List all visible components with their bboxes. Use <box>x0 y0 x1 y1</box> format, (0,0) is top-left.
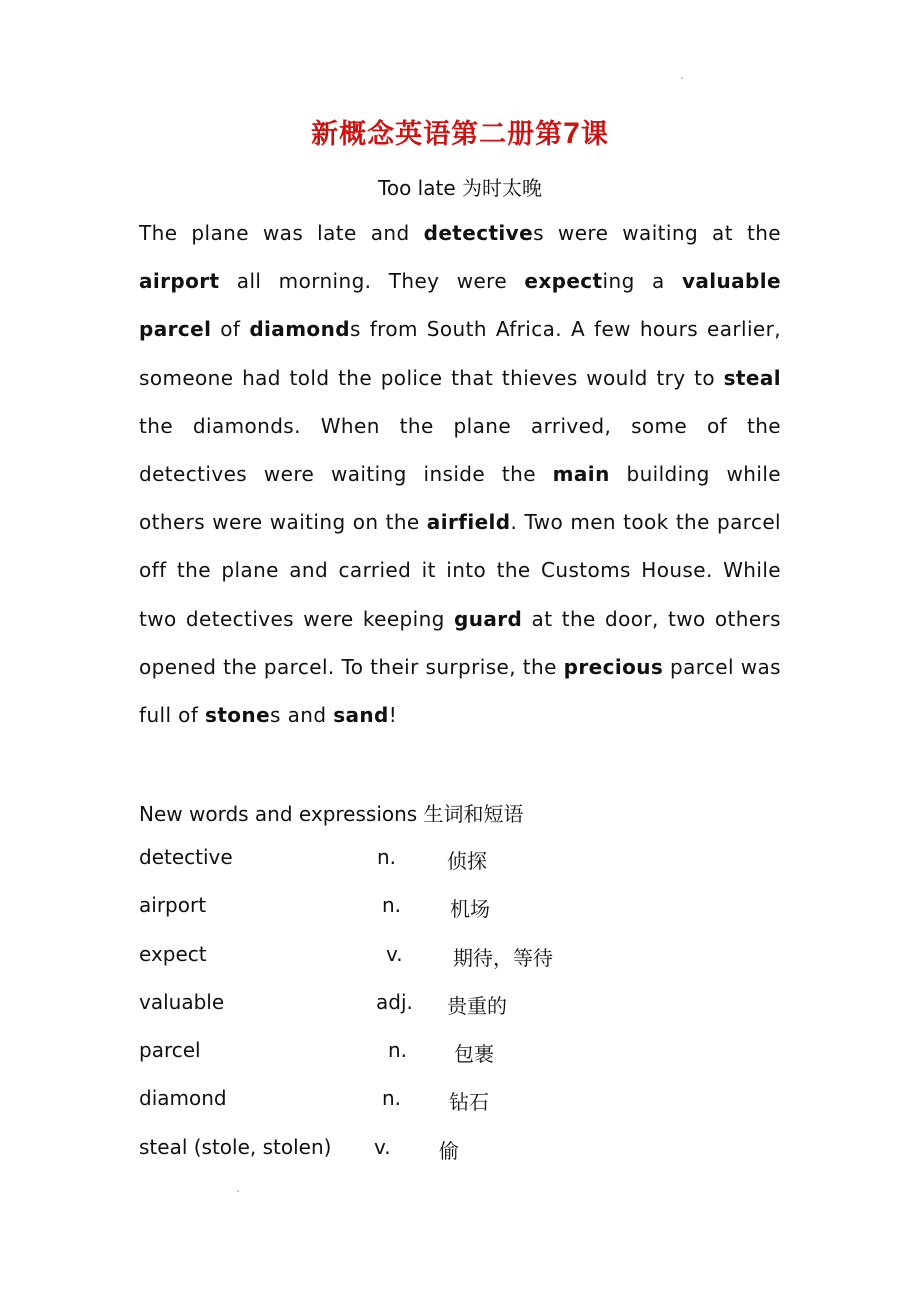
vocab-word: airport <box>139 893 207 918</box>
vocab-meaning: 贵重的 <box>447 993 507 1018</box>
passage-text: parcel was full of <box>139 654 781 728</box>
vocab-term: steal <box>723 365 781 390</box>
vocab-term: detective <box>423 221 534 245</box>
vocab-meaning: 期待，等待 <box>453 945 553 970</box>
vocab-term: main <box>552 462 610 487</box>
lesson-subtitle: Too late 为时太晚 <box>378 176 542 200</box>
vocab-meaning: 侦探 <box>447 849 487 873</box>
vocab-word: expect <box>139 941 207 966</box>
vocab-term: airport <box>139 269 220 294</box>
vocab-part-of-speech: v. <box>386 941 403 966</box>
vocab-row <box>139 886 699 934</box>
vocab-meaning: 钻石 <box>449 1090 489 1115</box>
vocab-term: expect <box>524 269 603 294</box>
passage-text: s and <box>270 703 334 728</box>
vocab-row <box>139 935 699 983</box>
vocab-part-of-speech: n. <box>382 893 402 918</box>
passage-text: all morning. They were <box>219 269 525 294</box>
passage-text: ing a <box>602 269 682 294</box>
corner-mark <box>237 1190 239 1192</box>
vocab-list <box>139 838 699 1176</box>
vocab-term: airfield <box>426 510 511 535</box>
title-prefix: 新概念英语第二册第 <box>311 119 564 150</box>
vocab-word: steal (stole, stolen) <box>139 1134 332 1159</box>
vocab-row <box>139 838 699 886</box>
passage-text: the diamonds. When the plane arrived, some of the detectives were waiting inside the <box>139 413 781 487</box>
vocab-row <box>139 983 699 1031</box>
corner-mark <box>681 77 683 79</box>
passage-text: at the door, two others opened the parcel. To their surprise, the <box>139 606 781 679</box>
vocab-row <box>139 1128 699 1176</box>
vocab-word: diamond <box>139 1086 227 1111</box>
passage-text: of <box>211 317 250 342</box>
vocab-term: precious <box>563 654 664 679</box>
vocab-term: valuable parcel <box>139 269 781 342</box>
title-suffix: 课 <box>580 119 609 150</box>
vocab-word: parcel <box>139 1038 201 1063</box>
vocab-meaning: 包裹 <box>454 1042 494 1067</box>
vocab-word: detective <box>139 845 233 869</box>
passage-text: s from South Africa. A few hours earlier, someone had told the police that thieves would try to <box>139 317 781 390</box>
lesson-passage <box>139 209 781 739</box>
vocab-meaning: 机场 <box>450 897 490 922</box>
passage-text: The plane was late and <box>139 221 424 245</box>
vocab-term: sand <box>333 703 389 728</box>
vocab-meaning: 偷 <box>439 1138 459 1163</box>
vocab-part-of-speech: n. <box>382 1086 402 1111</box>
vocab-term: diamond <box>249 317 350 342</box>
passage-text: ! <box>388 703 398 728</box>
vocab-part-of-speech: n. <box>388 1038 408 1063</box>
vocab-word: valuable <box>139 989 225 1014</box>
title-number: 7 <box>563 117 581 150</box>
page-title <box>0 112 920 151</box>
vocab-term: guard <box>454 606 523 631</box>
vocab-part-of-speech: adj. <box>376 989 413 1014</box>
vocab-part-of-speech: n. <box>377 845 397 869</box>
vocab-term: stone <box>205 703 271 728</box>
passage-text: building while others were waiting on the <box>139 462 781 535</box>
passage-text: s were waiting at the <box>533 221 782 245</box>
vocab-row <box>139 1079 699 1127</box>
vocab-row <box>139 1031 699 1079</box>
vocab-heading: New words and expressions 生词和短语 <box>139 802 524 826</box>
passage-text: . Two men took the parcel off the plane and carried it into the Customs House. While two detectives were keeping <box>139 510 782 631</box>
vocab-part-of-speech: v. <box>374 1134 391 1159</box>
